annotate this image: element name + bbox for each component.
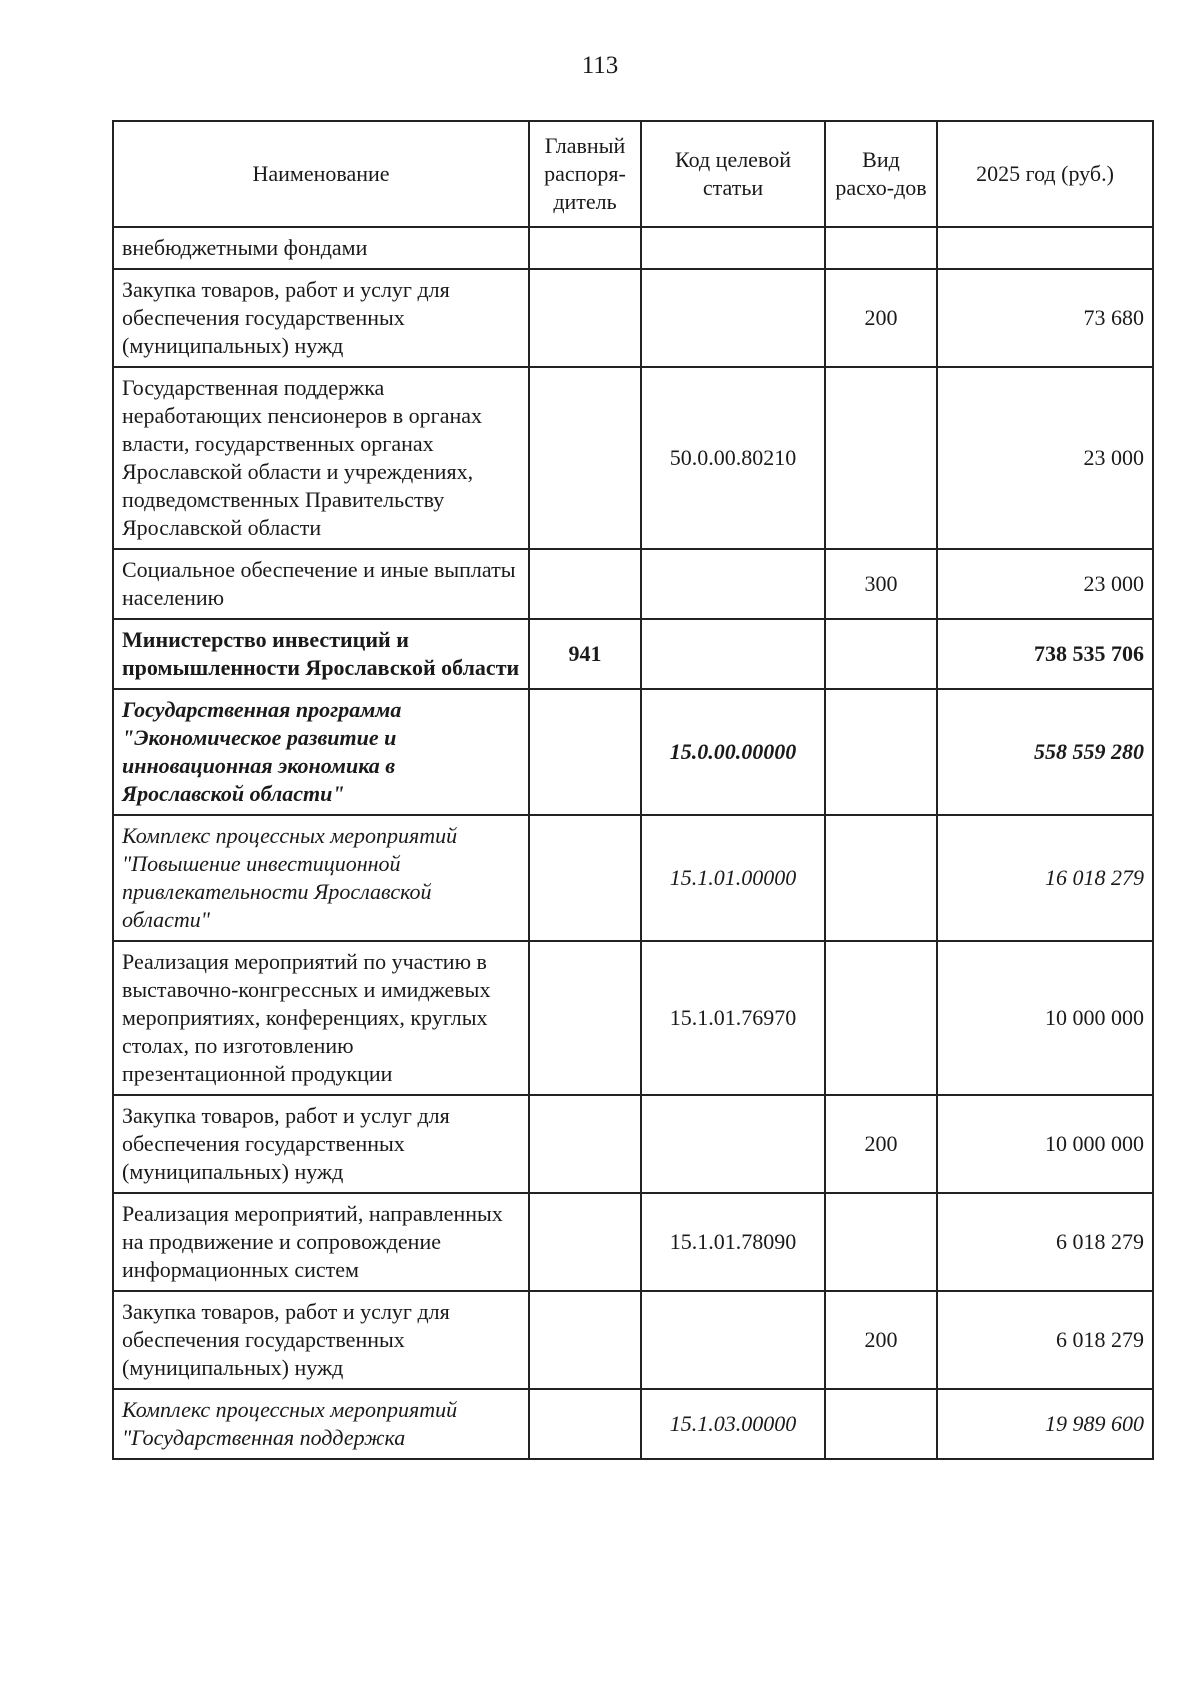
- row-type: [825, 1389, 937, 1459]
- header-type: Вид расхо-дов: [825, 121, 937, 227]
- row-amount: 558 559 280: [937, 689, 1153, 815]
- row-name: Комплекс процессных мероприятий "Повышение инвестиционной привлекательности Ярославской области": [113, 815, 529, 941]
- row-type: [825, 367, 937, 549]
- row-code: 15.1.03.00000: [641, 1389, 825, 1459]
- header-code: Код целевой статьи: [641, 121, 825, 227]
- row-name: Закупка товаров, работ и услуг для обеспечения государственных (муниципальных) нужд: [113, 1095, 529, 1193]
- row-admin: [529, 549, 641, 619]
- table-row: [113, 367, 1153, 549]
- row-name: Реализация мероприятий по участию в выставочно-конгрессных и имиджевых мероприятиях, конференциях, круглых столах, по изготовлению презентационной продукции: [113, 941, 529, 1095]
- row-type: [825, 619, 937, 689]
- table-row: [113, 815, 1153, 941]
- row-code: [641, 549, 825, 619]
- row-admin: [529, 815, 641, 941]
- row-code: [641, 1291, 825, 1389]
- row-code: [641, 227, 825, 269]
- row-amount: 738 535 706: [937, 619, 1153, 689]
- row-name: внебюджетными фондами: [113, 227, 529, 269]
- row-name: Государственная поддержка неработающих пенсионеров в органах власти, государственных органах Ярославской области и учреждениях, подведомственных Правительству Ярославской области: [113, 367, 529, 549]
- table-row: [113, 941, 1153, 1095]
- table-header-row: [113, 121, 1153, 227]
- row-code: 50.0.00.80210: [641, 367, 825, 549]
- row-amount: 19 989 600: [937, 1389, 1153, 1459]
- row-amount: 23 000: [937, 367, 1153, 549]
- budget-table: [112, 120, 1154, 1460]
- table-row: [113, 1291, 1153, 1389]
- header-amount: 2025 год (руб.): [937, 121, 1153, 227]
- row-type: [825, 227, 937, 269]
- row-admin: [529, 1095, 641, 1193]
- row-amount: 10 000 000: [937, 1095, 1153, 1193]
- row-name: Министерство инвестиций и промышленности Ярославской области: [113, 619, 529, 689]
- header-name: Наименование: [113, 121, 529, 227]
- row-admin: [529, 1193, 641, 1291]
- row-type: [825, 815, 937, 941]
- table-row: [113, 227, 1153, 269]
- row-admin: [529, 1389, 641, 1459]
- row-amount: 6 018 279: [937, 1193, 1153, 1291]
- row-code: 15.1.01.78090: [641, 1193, 825, 1291]
- table-row: [113, 1389, 1153, 1459]
- row-name: Социальное обеспечение и иные выплаты населению: [113, 549, 529, 619]
- row-name: Государственная программа "Экономическое развитие и инновационная экономика в Ярославской области": [113, 689, 529, 815]
- row-type: 300: [825, 549, 937, 619]
- row-type: [825, 689, 937, 815]
- row-type: [825, 1193, 937, 1291]
- row-type: 200: [825, 1291, 937, 1389]
- row-type: [825, 941, 937, 1095]
- row-amount: 16 018 279: [937, 815, 1153, 941]
- table-row: [113, 1193, 1153, 1291]
- row-code: [641, 1095, 825, 1193]
- row-type: 200: [825, 1095, 937, 1193]
- row-admin: [529, 1291, 641, 1389]
- row-admin: [529, 269, 641, 367]
- row-code: 15.0.00.00000: [641, 689, 825, 815]
- row-code: [641, 619, 825, 689]
- row-admin: [529, 689, 641, 815]
- row-amount: 23 000: [937, 549, 1153, 619]
- row-name: Закупка товаров, работ и услуг для обеспечения государственных (муниципальных) нужд: [113, 1291, 529, 1389]
- table-row: [113, 619, 1153, 689]
- row-code: 15.1.01.00000: [641, 815, 825, 941]
- table-row: [113, 269, 1153, 367]
- table-row: [113, 1095, 1153, 1193]
- row-amount: 10 000 000: [937, 941, 1153, 1095]
- row-code: 15.1.01.76970: [641, 941, 825, 1095]
- row-amount: 6 018 279: [937, 1291, 1153, 1389]
- row-name: Закупка товаров, работ и услуг для обеспечения государственных (муниципальных) нужд: [113, 269, 529, 367]
- row-name: Реализация мероприятий, направленных на продвижение и сопровождение информационных систем: [113, 1193, 529, 1291]
- row-name: Комплекс процессных мероприятий "Государственная поддержка: [113, 1389, 529, 1459]
- table-row: [113, 689, 1153, 815]
- row-code: [641, 269, 825, 367]
- row-admin: [529, 367, 641, 549]
- row-amount: 73 680: [937, 269, 1153, 367]
- row-admin: 941: [529, 619, 641, 689]
- row-admin: [529, 941, 641, 1095]
- page-number: 113: [581, 52, 619, 79]
- row-amount: [937, 227, 1153, 269]
- header-admin: Главный распоря-дитель: [529, 121, 641, 227]
- row-admin: [529, 227, 641, 269]
- table-row: [113, 549, 1153, 619]
- row-type: 200: [825, 269, 937, 367]
